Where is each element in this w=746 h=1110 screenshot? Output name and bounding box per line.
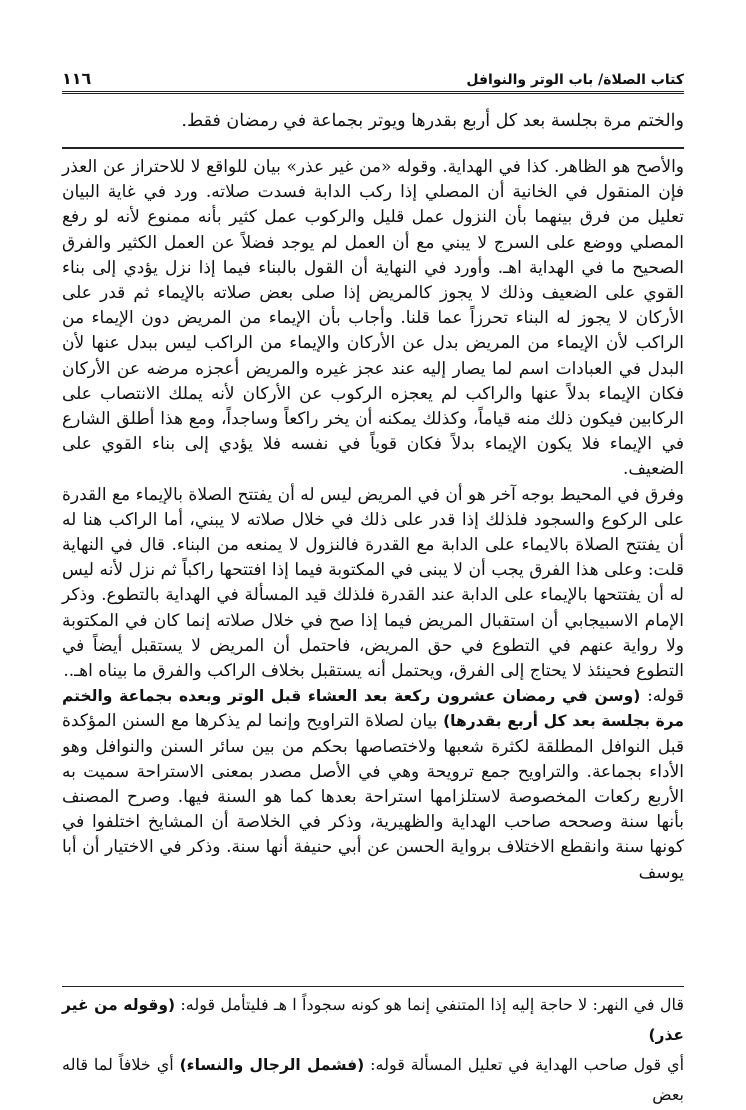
footnote-2-rest: أي خلافاً لما قاله بعض bbox=[62, 1055, 684, 1104]
quoted-matn: (وسن في رمضان عشرون ركعة بعد العشاء قبل الوتر وبعده بجماعة والختم مرة بجلسة بعد كل أربع بقدرها) bbox=[62, 687, 684, 731]
running-header bbox=[62, 58, 684, 94]
footnote-2-text: أي قول صاحب الهداية في تعليل المسألة قوله: bbox=[364, 1055, 685, 1074]
commentary-paragraph-3 bbox=[62, 684, 684, 886]
commentary-paragraph-2: وفرق في المحيط بوجه آخر هو أن في المريض ليس له أن يفتتح الصلاة بالإيماء مع القدرة على الركوع والسجود فلذلك إذا قدر على ذلك في خلال صلاته لا يبني، أما الراكب هنا له أن يفتتح الصلاة بالايماء على الدابة مع القدرة فالنزول لا يمنعه من البناء. قال في النهاية قلت: وعلى هذا الفرق يجب أن لا يبنى في المكتوبة فيما إذا افتتحها راكباً ثم نزل لأنه ليس له أن يفتتحها بالإيماء على الدابة عند القدرة فلذلك قيد المسألة في الهداية بالتطوع. وذكر الإمام الاسبيجابي أن استقبال المريض فيما إذا صح في خلال صلاته إنما كان في المكتوبة ولا رواية عنهم في التطوع في حق المريض، فاحتمل أن المريض لا يستقبل أيضاً في التطوع فحينئذ لا يحتاج إلى الفرق، ويحتمل أنه يستقبل بخلاف الراكب والفرق ما بيناه اهـ.. bbox=[62, 484, 684, 682]
matn-separator bbox=[62, 147, 684, 149]
footnotes bbox=[62, 990, 684, 1110]
footnote-1-text: قال في النهر: لا حاجة إليه إذا المتنفي إنما هو كونه سجوداً ا هـ فليتأمل قوله: bbox=[175, 995, 685, 1014]
footnote-1 bbox=[62, 990, 684, 1050]
footnote-separator bbox=[62, 986, 684, 987]
matn-line: والختم مرة بجلسة بعد كل أربع بقدرها ويوتر بجماعة في رمضان فقط. bbox=[181, 111, 684, 131]
footnote-2 bbox=[62, 1050, 684, 1110]
commentary-body bbox=[62, 155, 684, 886]
chapter-title: كتاب الصلاة/ باب الوتر والنوافل bbox=[466, 72, 684, 88]
page-number: ١١٦ bbox=[62, 69, 92, 88]
commentary-paragraph-1: والأصح هو الظاهر. كذا في الهداية. وقوله «من غير عذر» بيان للواقع لا للاحتراز عن العذر فإن المنقول في الخانية أن المصلي إذا ركب الدابة فسدت صلاته. ورد في غاية البيان تعليل من فرق بينهما بأن النزول عمل قليل والركوب عمل كثير بأنه ممنوع لأنه لو رفع المصلي ووضع على السرج لا يبني مع أن العمل لم يوجد فضلاً عن العمل الكثير والفرق الصحيح ما في الهداية اهـ. وأورد في النهاية أن القول بالبناء فيما إذا نزل يؤدي إلى بناء القوي على الضعيف وذلك لا يجوز كالمريض إذا صلى بعض صلاته بالإيماء ثم قدر على الأركان لا يجوز له البناء تحرزاً عما قلنا. وأجاب بأن الإيماء من المريض دون الإيماء من الراكب لأن الإيماء من المريض بدل عن الأركان والإيماء من الراكب ليس ببدل عنها لأن البدل في العبادات اسم لما يصار إليه عند عجز غيره والمريض أعجزه مرضه عن الأركان فكان الإيماء بدلاً عنها والراكب لم يعجزه الركوب عن الأركان لأنه يملك الانتصاب على الركابين فيكون ذلك منه قياماً، وكذلك يمكنه أن يخر راكعاً وساجداً، ومع هذا أطلق الشارع في الإيماء فلا يكون الإيماء بدلاً فكان قوياً في نفسه فلا يؤدي إلى بناء القوي على الضعيف. bbox=[62, 157, 684, 480]
commentary-continuation: بيان لصلاة التراويح وإنما لم يذكرها مع السنن المؤكدة قبل النوافل المطلقة لكثرة شعبها ولاختصاصها بحكم من بين سائر السنن والنوافل وهو الأداء بجماعة. والتراويح جمع ترويحة وهي في الأصل مصدر بمعنى الاستراحة سميت به الأربع ركعات المخصوصة لاستلزامها استراحة بعدها كما هو السنة فيها. وصرح المصنف بأنها سنة وصححه صاحب الهداية والظهيرية، وذكر في الخلاصة أن المشايخ اختلفوا في كونها سنة وانقطع الاختلاف برواية الحسن عن أبي حنيفة أنها سنة. وذكر في الاختيار أن أبا يوسف bbox=[62, 711, 684, 883]
footnote-2-quote: (فشمل الرجال والنساء) bbox=[179, 1056, 365, 1074]
matn-text bbox=[62, 107, 684, 135]
quote-intro: قوله: bbox=[640, 686, 684, 707]
footnote-1-quote: (وقوله من غير عذر) bbox=[62, 996, 684, 1044]
